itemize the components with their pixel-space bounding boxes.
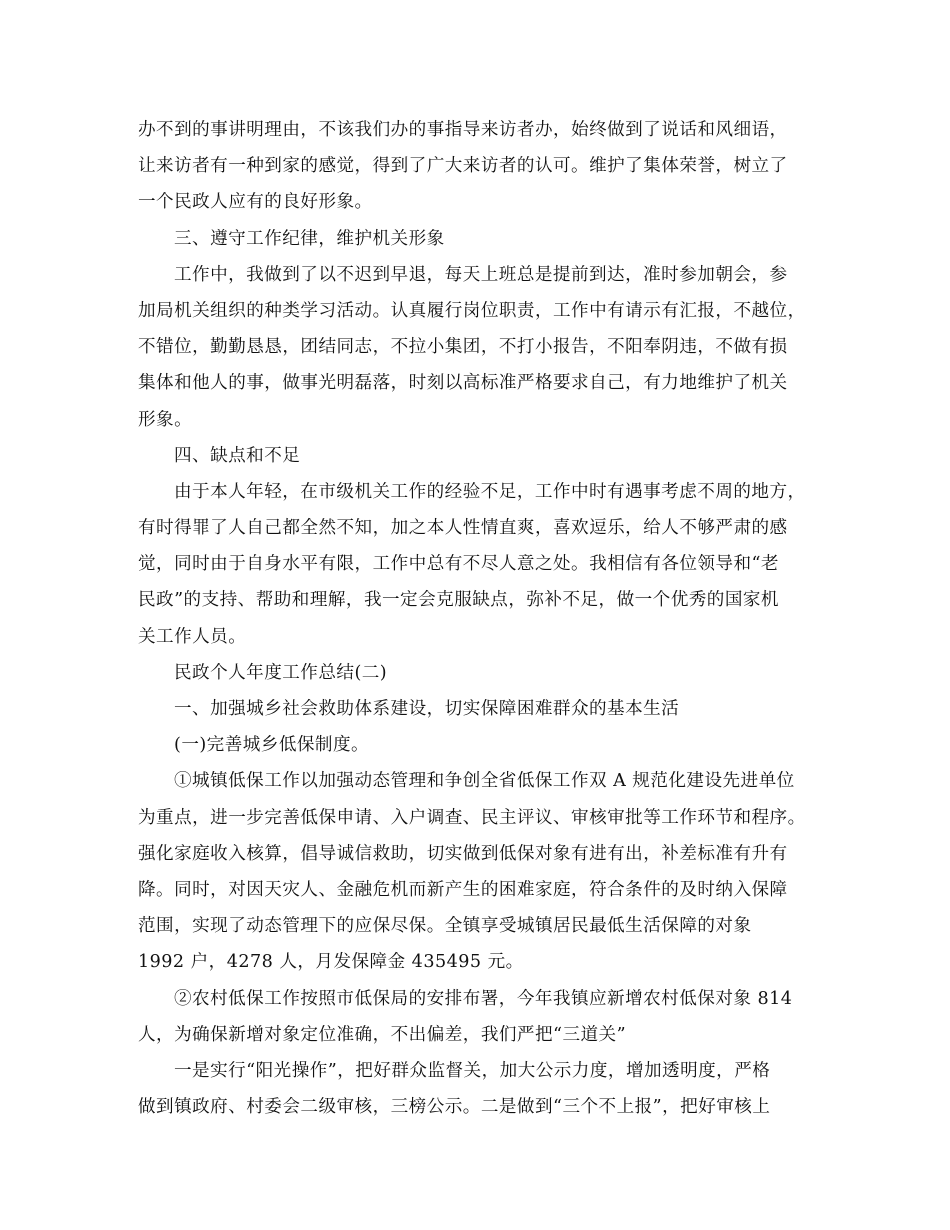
text-line: 加局机关组织的种类学习活动。认真履行岗位职责，工作中有请示有汇报，不越位， bbox=[138, 300, 806, 321]
section-heading: 四、缺点和不足 bbox=[174, 445, 301, 466]
text-line: 形象。 bbox=[138, 409, 193, 430]
text-line: 集体和他人的事，做事光明磊落，时刻以高标准严格要求自己，有力地维护了机关 bbox=[138, 373, 788, 394]
text-line: 一是实行“阳光操作”，把好群众监督关，加大公示力度，增加透明度，严格 bbox=[174, 1060, 771, 1081]
text-line: ②农村低保工作按照市低保局的安排布署，今年我镇应新增农村低保对象 814 bbox=[174, 988, 793, 1009]
subsection-heading: (一)完善城乡低保制度。 bbox=[174, 735, 370, 756]
text-line: 工作中，我做到了以不迟到早退，每天上班总是提前到达，准时参加朝会，参 bbox=[174, 264, 788, 285]
text-line: 有时得罪了人自己都全然不知，加之本人性情直爽，喜欢逗乐，给人不够严肃的感 bbox=[138, 518, 788, 539]
text-line: 一个民政人应有的良好形象。 bbox=[138, 192, 373, 213]
document-body bbox=[138, 112, 828, 1125]
text-line: 为重点，进一步完善低保申请、入户调查、民主评议、审核审批等工作环节和程序。 bbox=[138, 807, 806, 828]
text-line: 强化家庭收入核算，倡导诚信救助，切实做到低保对象有进有出，补差标准有升有 bbox=[138, 843, 788, 864]
text-line: 让来访者有一种到家的感觉，得到了广大来访者的认可。维护了集体荣誉，树立了 bbox=[138, 156, 788, 177]
text-line: 办不到的事讲明理由，不该我们办的事指导来访者办，始终做到了说话和风细语， bbox=[138, 120, 788, 140]
text-line: 1992 户，4278 人，月发保障金 435495 元。 bbox=[138, 952, 524, 973]
text-line: 做到镇政府、村委会二级审核，三榜公示。二是做到“三个不上报”，把好审核上 bbox=[138, 1097, 771, 1118]
text-line: 降。同时，对因天灾人、金融危机而新产生的困难家庭，符合条件的及时纳入保障 bbox=[138, 879, 788, 900]
text-line: 民政”的支持、帮助和理解，我一定会克服缺点，弥补不足，做一个优秀的国家机 bbox=[138, 590, 779, 611]
text-line: 人，为确保新增对象定位准确，不出偏差，我们严把“三道关” bbox=[138, 1024, 627, 1045]
section-heading: 一、加强城乡社会救助体系建设，切实保障困难群众的基本生活 bbox=[174, 699, 680, 719]
text-line: 范围，实现了动态管理下的应保尽保。全镇享受城镇居民最低生活保障的对象 bbox=[138, 916, 752, 937]
text-line: 关工作人员。 bbox=[138, 626, 247, 647]
document-subtitle: 民政个人年度工作总结(二) bbox=[174, 662, 388, 683]
section-heading: 三、遵守工作纪律，维护机关形象 bbox=[174, 228, 445, 249]
text-line: ①城镇低保工作以加强动态管理和争创全省低保工作双 A 规范化建设先进单位 bbox=[174, 771, 795, 792]
text-line: 不错位，勤勤恳恳，团结同志，不拉小集团，不打小报告，不阳奉阴违，不做有损 bbox=[138, 337, 788, 358]
text-line: 由于本人年轻，在市级机关工作的经验不足，工作中时有遇事考虑不周的地方， bbox=[174, 481, 806, 502]
text-line: 觉，同时由于自身水平有限，工作中总有不尽人意之处。我相信有各位领导和“老 bbox=[138, 554, 779, 575]
